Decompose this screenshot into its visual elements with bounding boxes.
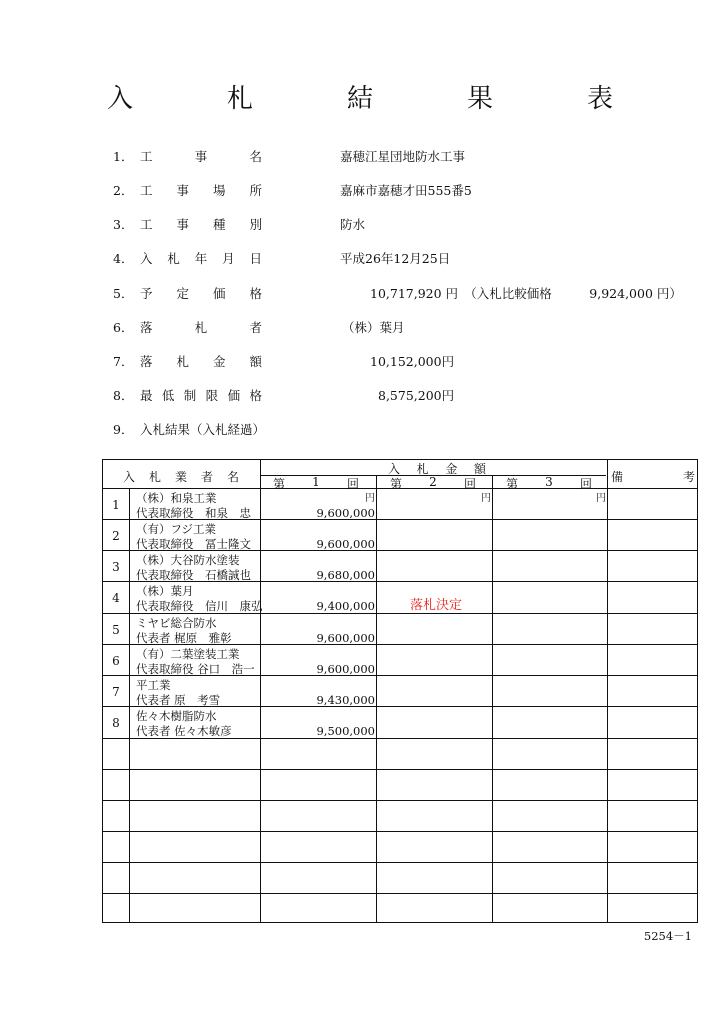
row-number: 7 — [112, 685, 120, 699]
bidder-name: 平工業 代表者 原 考雪 — [136, 678, 221, 707]
col-divider — [260, 460, 261, 922]
bid-amount: 9,600,000 — [316, 662, 375, 676]
row-divider — [103, 831, 697, 832]
info-row-winning-amount — [0, 352, 720, 372]
row-number: 1 — [112, 498, 120, 512]
info-number: 5． — [113, 286, 134, 301]
bidder-name: （有）二葉塗装工業 代表取締役 谷口 浩一 — [136, 647, 255, 676]
info-row-date — [0, 249, 720, 269]
bid-results-table — [102, 459, 698, 923]
row-divider — [103, 800, 697, 801]
col-divider — [607, 460, 608, 922]
info-label: 工 事 名 — [140, 149, 262, 164]
bid-amount: 9,600,000 — [316, 631, 375, 645]
bidder-name: （有）フジ工業 代表取締役 冨士隆文 — [136, 522, 251, 551]
info-number: 9． — [113, 422, 134, 437]
header-remarks: 備 考 — [611, 470, 695, 484]
info-row-planned-price — [0, 284, 720, 304]
info-row-winner — [0, 318, 720, 338]
col-divider — [492, 475, 493, 922]
row-divider — [103, 862, 697, 863]
info-row-name — [0, 147, 720, 167]
bidder-name: （株）葉月 代表取締役 信川 康弘 — [136, 584, 263, 613]
info-value: 嘉麻市嘉穂才田555番5 — [340, 183, 472, 198]
header-round-2: 第 2 回 — [390, 475, 476, 491]
info-row-type — [0, 215, 720, 235]
bidder-name: ミヤビ総合防水 代表者 梶原 雅彰 — [136, 616, 232, 645]
info-label: 入 札 年 月 日 — [140, 251, 262, 266]
info-value: 8,575,200円 — [378, 388, 455, 403]
bid-amount: 9,400,000 — [316, 599, 375, 613]
winning-bid-note: 落札決定 — [409, 598, 462, 613]
info-value: 10,717,920 円 （入札比較価格 9,924,000 円） — [370, 286, 682, 301]
row-divider — [103, 769, 697, 770]
bidder-name: （株）大谷防水塗装 代表取締役 石橋誠也 — [136, 553, 251, 582]
header-round-3: 第 3 回 — [506, 475, 592, 491]
info-row-results — [0, 420, 720, 440]
info-number: 6． — [113, 320, 134, 335]
bidder-name: （株）和泉工業 代表取締役 和泉 忠 — [136, 491, 251, 520]
info-number: 3． — [113, 217, 134, 232]
row-number: 3 — [112, 560, 120, 574]
yen-unit-round-3: 円 — [596, 493, 606, 504]
header-bidder: 入 札 業 者 名 — [123, 470, 239, 484]
info-label: 予 定 価 格 — [140, 286, 262, 301]
info-number: 1． — [113, 149, 134, 164]
row-number: 2 — [112, 529, 120, 543]
header-round-1: 第 1 回 — [273, 475, 359, 491]
info-row-location — [0, 181, 720, 201]
col-divider — [376, 475, 377, 922]
info-label: 工 事 種 別 — [140, 217, 262, 232]
yen-unit-round-1: 円 — [365, 493, 375, 504]
info-label: 落 札 金 額 — [140, 354, 262, 369]
info-number: 7． — [113, 354, 134, 369]
info-number: 2． — [113, 183, 134, 198]
page-code: 5254－1 — [643, 929, 692, 943]
header-amount: 入 札 金 額 — [388, 462, 486, 476]
info-value: 平成26年12月25日 — [340, 251, 451, 266]
bid-amount: 9,600,000 — [316, 506, 375, 520]
bid-amount: 9,500,000 — [316, 724, 375, 738]
info-label: 入札結果（入札経過） — [140, 422, 266, 437]
bid-amount: 9,680,000 — [316, 568, 375, 582]
page-title: 入 札 結 果 表 — [106, 84, 647, 114]
yen-unit-round-2: 円 — [481, 493, 491, 504]
info-label: 最 低 制 限 価 格 — [140, 388, 262, 403]
info-number: 4． — [113, 251, 134, 266]
info-row-min-price — [0, 386, 720, 406]
info-value: 10,152,000円 — [370, 354, 455, 369]
info-value: 嘉穂江星団地防水工事 — [340, 149, 466, 164]
bid-amount: 9,600,000 — [316, 537, 375, 551]
bidder-name: 佐々木樹脂防水 代表者 佐々木敏彦 — [136, 709, 232, 738]
info-value: 防水 — [340, 217, 366, 232]
info-label: 落 札 者 — [140, 320, 262, 335]
info-value: （株）葉月 — [342, 320, 405, 335]
row-number: 6 — [112, 654, 120, 668]
row-divider — [103, 893, 697, 894]
row-number: 4 — [112, 591, 120, 605]
bid-amount: 9,430,000 — [316, 693, 375, 707]
row-number: 5 — [112, 623, 120, 637]
col-divider — [129, 488, 130, 922]
info-number: 8． — [113, 388, 134, 403]
info-label: 工 事 場 所 — [140, 183, 262, 198]
row-number: 8 — [112, 716, 120, 730]
